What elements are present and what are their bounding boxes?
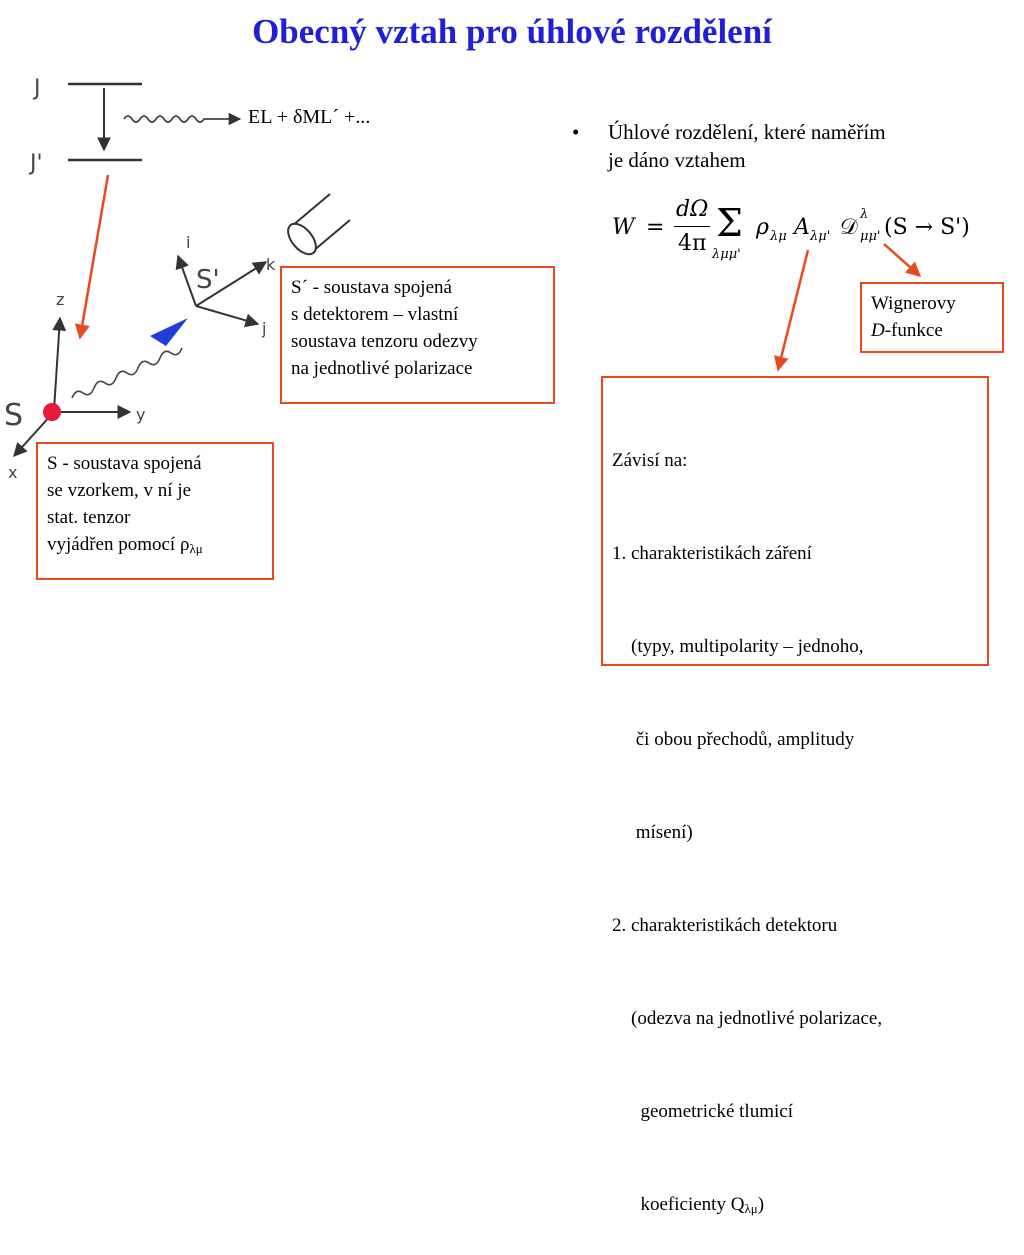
formula-a-sub: λμ' <box>810 229 831 244</box>
formula-d-sub: μμ' <box>860 229 881 244</box>
formula-argument: (S → S') <box>884 215 970 240</box>
upper-level-label: J <box>34 76 41 101</box>
sample-box-line: S - soustava spojená <box>47 453 202 474</box>
wigner-line <box>871 317 993 344</box>
detector-i-axis <box>178 256 196 306</box>
formula-lhs: W <box>612 215 635 240</box>
sample-z-label: z <box>56 290 65 309</box>
depends-last-text: koeficienty Q <box>612 1194 745 1215</box>
sample-box-line <box>47 531 263 562</box>
slide-title: Obecný vztah pro úhlové rozdělení <box>252 12 772 51</box>
bullet-text <box>608 118 886 174</box>
bullet-line: je dáno vztahem <box>608 148 746 172</box>
sample-frame-box <box>36 442 274 580</box>
q-subscript: λμ <box>744 1201 758 1216</box>
sample-box-line: se vzorkem, v ní je <box>47 480 192 501</box>
detector-box-line: na jednotlivé polarizace <box>291 358 473 379</box>
energy-level-scheme <box>28 76 240 176</box>
sample-box-last-text: vyjádřen pomocí ρ <box>47 534 190 555</box>
sample-frame-label: S <box>4 398 24 433</box>
depends-line: (typy, multipolarity – jednoho, <box>612 636 864 657</box>
lower-level-label: J' <box>30 151 43 176</box>
formula-to-wigner-arrow <box>884 244 920 276</box>
depends-line: (odezva na jednotlivé polarizace, <box>612 1008 883 1029</box>
depends-line: 2. charakteristikách detektoru <box>612 915 838 936</box>
detector-frame-box <box>280 266 555 404</box>
depends-line: geometrické tlumicí <box>612 1101 793 1122</box>
sample-z-axis <box>54 318 60 410</box>
wigner-d-italic: D <box>871 320 885 341</box>
detector-j-label: j <box>262 319 267 338</box>
emission-label: EL + δML´ +... <box>248 106 371 128</box>
depends-line: 1. charakteristikách záření <box>612 543 812 564</box>
sample-dot <box>43 403 61 421</box>
detector-k-label: k <box>266 255 276 274</box>
wigner-line: Wignerovy <box>871 293 956 314</box>
formula-d-sup: λ <box>860 207 869 222</box>
sample-x-label: x <box>8 463 18 482</box>
level-to-sample-arrow <box>80 175 108 338</box>
detector-j-axis <box>196 306 258 324</box>
formula-a: A <box>794 215 810 240</box>
formula-rho-sub: λμ <box>770 229 787 244</box>
photon-arrowhead <box>150 318 188 346</box>
detector-frame <box>178 233 276 338</box>
formula-to-depends-arrow <box>778 250 808 370</box>
rho-subscript: λμ <box>189 541 203 556</box>
wigner-d-rest: -funkce <box>884 320 943 341</box>
depends-line: Závisí na: <box>612 450 688 471</box>
detector-i-label: i <box>186 233 191 252</box>
formula-sum: Σ <box>716 201 743 245</box>
bullet-dot: • <box>572 120 580 144</box>
depends-line: mísení) <box>612 822 693 843</box>
sample-y-label: y <box>136 405 146 424</box>
formula-equals: = <box>646 215 665 240</box>
detector-cylinder-icon <box>283 194 350 259</box>
formula-frac-den: 4π <box>678 231 707 256</box>
depends-line <box>612 1189 978 1224</box>
detector-box-line: soustava tenzoru odezvy <box>291 331 478 352</box>
depends-last-end: ) <box>757 1194 765 1215</box>
wigner-box <box>860 282 1004 353</box>
detector-box-line: S´ - soustava spojená <box>291 277 452 298</box>
sample-box-line: stat. tenzor <box>47 507 131 528</box>
formula-rho: ρ <box>756 215 769 240</box>
detector-box-line: s detektorem – vlastní <box>291 304 459 325</box>
formula-d: 𝒟 <box>840 215 858 240</box>
formula-frac-num: dΩ <box>676 197 709 222</box>
formula-frac-bar <box>674 226 710 227</box>
formula-sum-sub: λμμ' <box>712 247 741 262</box>
emission-wave <box>124 116 240 122</box>
detector-frame-label: S' <box>196 265 220 295</box>
photon-wave <box>72 348 182 398</box>
bullet-line: Úhlové rozdělení, které naměřím <box>608 120 886 144</box>
depends-line: či obou přechodů, amplitudy <box>612 729 855 750</box>
